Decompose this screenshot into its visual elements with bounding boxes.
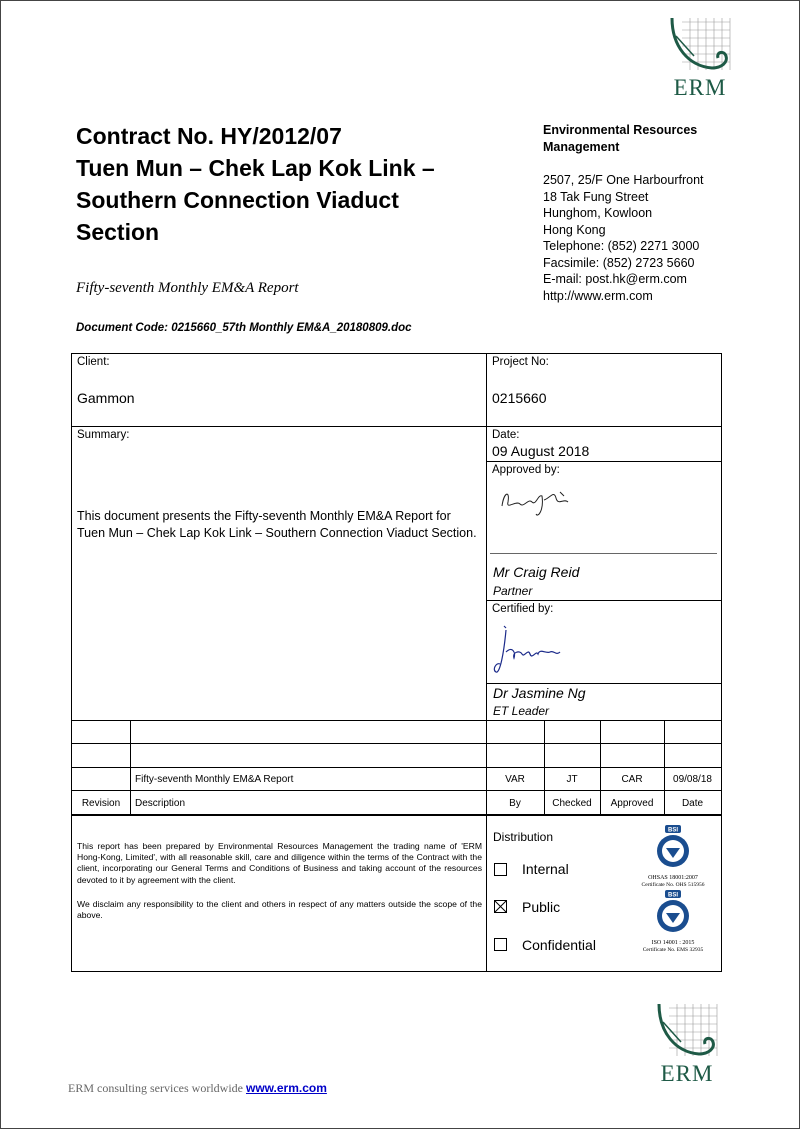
cert2-line2: Certificate No. EMS 32935 [642,947,704,953]
bsi-badge-text: BSI [667,827,679,834]
distribution-label: Distribution [493,830,554,844]
report-subtitle: Fifty-seventh Monthly EM&A Report [76,280,299,296]
document-code: Document Code: 0215660_57th Monthly EM&A_20180809.doc [76,322,412,334]
bsi-ohsas-badge [632,824,714,889]
approver-signature-icon [498,484,588,520]
header-checked: Checked [552,798,592,809]
approver-role: Partner [493,584,533,598]
client-label: Client: [77,356,110,368]
public-label: Public [522,899,561,915]
revision-row-description: Fifty-seventh Monthly EM&A Report [135,774,294,785]
footer-link[interactable]: www.erm.com [245,1081,327,1095]
telephone: Telephone: (852) 2271 3000 [543,239,700,253]
approved-label: Approved by: [492,464,560,476]
cert2-line1: ISO 14001 : 2015 [651,940,695,946]
bsi-shield-icon [653,824,693,870]
summary-text: This document presents the Fifty-seventh Monthly EM&A Report for Tuen Mun – Chek Lap Kok Link – Southern Connection Viaduct Section. [77,509,477,540]
confidential-checkbox[interactable] [494,938,507,951]
header-approved: Approved [610,798,654,809]
address-line: 18 Tak Fung Street [543,189,649,204]
client-value: Gammon [77,390,135,406]
confidential-label: Confidential [522,937,596,953]
cert1-line1: OHSAS 18001:2007 [648,875,698,881]
website: http://www.erm.com [543,288,653,303]
bsi-shield-icon [653,889,693,935]
header-description: Description [135,798,186,809]
header-date: Date [681,798,704,809]
disclaimer-paragraph-1: This report has been prepared by Environmental Resources Management the trading name of 'ERM Hong-Kong, Limited', with all reasonable skill, care and diligence within the terms of the Contract with the client, incorporating our General Terms and Conditions of Business and taking account of the resources devoted to it by agreement with the client. [77,841,482,885]
certifier-role: ET Leader [493,704,550,718]
document-control-table [71,353,722,972]
logo-text: ERM [673,75,727,100]
public-checkbox[interactable] [494,900,507,913]
certified-label: Certified by: [492,603,554,615]
approver-name: Mr Craig Reid [493,564,580,580]
header-by: By [509,798,521,809]
erm-logo-bottom [655,1002,719,1087]
title-line: Southern Connection Viaduct [76,187,399,213]
certifier-signature-icon [492,622,582,680]
facsimile: Facsimile: (852) 2723 5660 [543,255,695,270]
revision-row-by: VAR [505,774,525,785]
bsi-badge-text: BSI [667,892,679,899]
erm-fern-icon [655,1002,719,1058]
internal-label: Internal [522,861,569,877]
logo-text: ERM [660,1061,714,1086]
project-value: 0215660 [492,390,547,406]
header-revision: Revision [81,798,121,809]
company-address-block [543,122,704,304]
revision-row-checked: JT [566,774,578,785]
revision-row-approved: CAR [621,774,643,785]
internal-checkbox[interactable] [494,863,507,876]
title-line: Tuen Mun – Chek Lap Kok Link – [76,155,435,181]
disclaimer-paragraph-2: We disclaim any responsibility to the client and others in respect of any matters outside the scope of the above. [77,899,482,921]
document-title [76,120,435,248]
cert1-line2: Certificate No. OHS 515956 [641,882,705,888]
title-line: Contract No. HY/2012/07 [76,123,342,149]
certifier-name: Dr Jasmine Ng [493,685,586,701]
page-footer [68,1081,327,1096]
date-value: 09 August 2018 [492,443,590,459]
summary-label: Summary: [77,429,130,441]
title-line: Section [76,219,160,245]
project-label: Project No: [492,356,549,368]
company-name-line: Environmental Resources [543,123,698,137]
erm-logo-top [668,16,732,101]
company-name-line: Management [543,139,620,154]
revision-row-date: 09/08/18 [673,774,712,785]
footer-text: ERM consulting services worldwide [68,1081,243,1095]
address-line: Hong Kong [543,222,606,237]
date-label: Date: [492,429,520,441]
checkbox-cross-icon [495,901,506,912]
address-line: Hunghom, Kowloon [543,206,653,220]
bsi-iso-badge [632,889,714,954]
email: E-mail: post.hk@erm.com [543,272,687,286]
erm-fern-icon [668,16,732,72]
address-line: 2507, 25/F One Harbourfront [543,173,704,187]
